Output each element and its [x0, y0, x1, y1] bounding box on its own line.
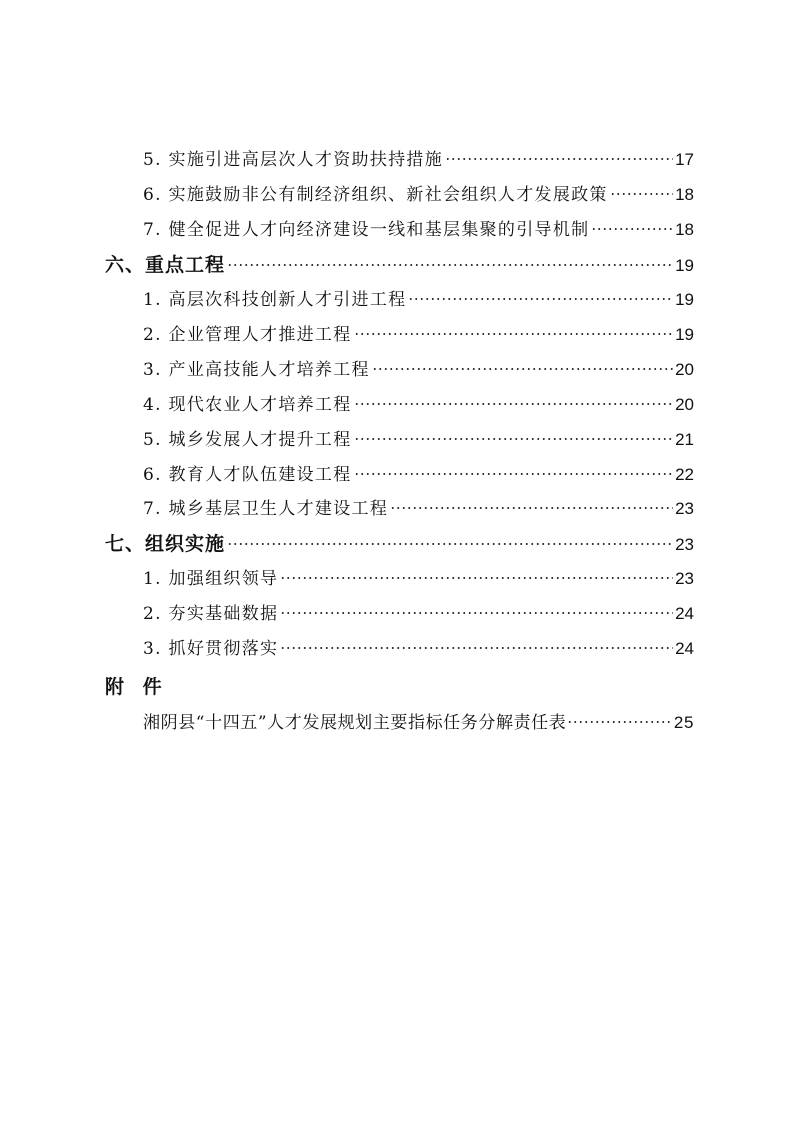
attachment-entry-title: 湘阴县“十四五”人才发展规划主要指标任务分解责任表 [143, 713, 567, 733]
toc-entry[interactable] [143, 143, 694, 177]
toc-entry-page: 23 [675, 569, 694, 588]
dot-leader [227, 264, 673, 266]
toc-entry-title: 1. 加强组织领导 [143, 569, 279, 589]
toc-entry-page: 18 [675, 185, 694, 204]
attachment-heading: 附 件 [105, 676, 168, 698]
toc-entry-page: 20 [675, 395, 694, 414]
dot-leader [567, 721, 673, 723]
toc-section-title: 六、重点工程 [105, 254, 226, 276]
toc-entry[interactable] [143, 283, 694, 317]
dot-leader [354, 403, 674, 405]
toc-entry-title: 3. 产业高技能人才培养工程 [143, 360, 370, 380]
toc-entry-page: 18 [675, 220, 694, 239]
dot-leader [408, 298, 673, 300]
dot-leader [227, 543, 673, 545]
dot-leader [354, 473, 674, 475]
toc-entry-title: 4. 现代农业人才培养工程 [143, 395, 352, 415]
toc-entry[interactable] [143, 213, 694, 247]
toc-entry-title: 3. 抓好贯彻落实 [143, 639, 279, 659]
toc-section[interactable] [105, 248, 694, 282]
dot-leader [390, 507, 673, 509]
toc-entry-title: 5. 实施引进高层次人才资助扶持措施 [143, 150, 444, 170]
toc-entry-title: 1. 高层次科技创新人才引进工程 [143, 290, 407, 310]
toc-entry-page: 19 [675, 290, 694, 309]
toc-entry-title: 6. 教育人才队伍建设工程 [143, 465, 352, 485]
toc-entry-page: 19 [675, 325, 694, 344]
toc-entry-page: 24 [675, 639, 694, 658]
toc-entry-page: 21 [675, 430, 694, 449]
toc-section-title: 七、组织实施 [105, 533, 226, 555]
toc-entry-title: 2. 夯实基础数据 [143, 604, 279, 624]
dot-leader [280, 612, 673, 614]
dot-leader [354, 333, 674, 335]
toc-entry[interactable] [143, 492, 694, 526]
toc-entry-page: 17 [675, 150, 694, 169]
toc-entry-page: 20 [675, 360, 694, 379]
dot-leader [354, 438, 674, 440]
toc-entry-page: 22 [675, 465, 694, 484]
toc-entry[interactable] [143, 178, 694, 212]
dot-leader [372, 368, 673, 370]
toc-section-page: 23 [675, 535, 694, 554]
dot-leader [280, 647, 673, 649]
toc-entry-title: 6. 实施鼓励非公有制经济组织、新社会组织人才发展政策 [143, 185, 608, 205]
toc-entry-title: 7. 城乡基层卫生人才建设工程 [143, 499, 389, 519]
toc-entry-page: 24 [675, 604, 694, 623]
toc-entry[interactable] [143, 388, 694, 422]
dot-leader [445, 158, 673, 160]
toc-section-page: 19 [675, 256, 694, 275]
dot-leader [280, 577, 673, 579]
attachment-entry-page: 25 [673, 713, 694, 732]
toc-entry[interactable] [143, 458, 694, 492]
attachment-entry[interactable] [143, 706, 694, 740]
toc-entry-title: 2. 企业管理人才推进工程 [143, 325, 352, 345]
toc-entry[interactable] [143, 318, 694, 352]
toc-entry[interactable] [143, 353, 694, 387]
dot-leader [610, 193, 673, 195]
toc-section[interactable] [105, 527, 694, 561]
toc-entry-title: 5. 城乡发展人才提升工程 [143, 430, 352, 450]
toc-entry[interactable] [143, 562, 694, 596]
toc-entry-page: 23 [675, 499, 694, 518]
toc-entry-title: 7. 健全促进人才向经济建设一线和基层集聚的引导机制 [143, 220, 590, 240]
toc-entry[interactable] [143, 423, 694, 457]
toc-entry[interactable] [143, 597, 694, 631]
toc-entry[interactable] [143, 632, 694, 666]
dot-leader [591, 228, 673, 230]
